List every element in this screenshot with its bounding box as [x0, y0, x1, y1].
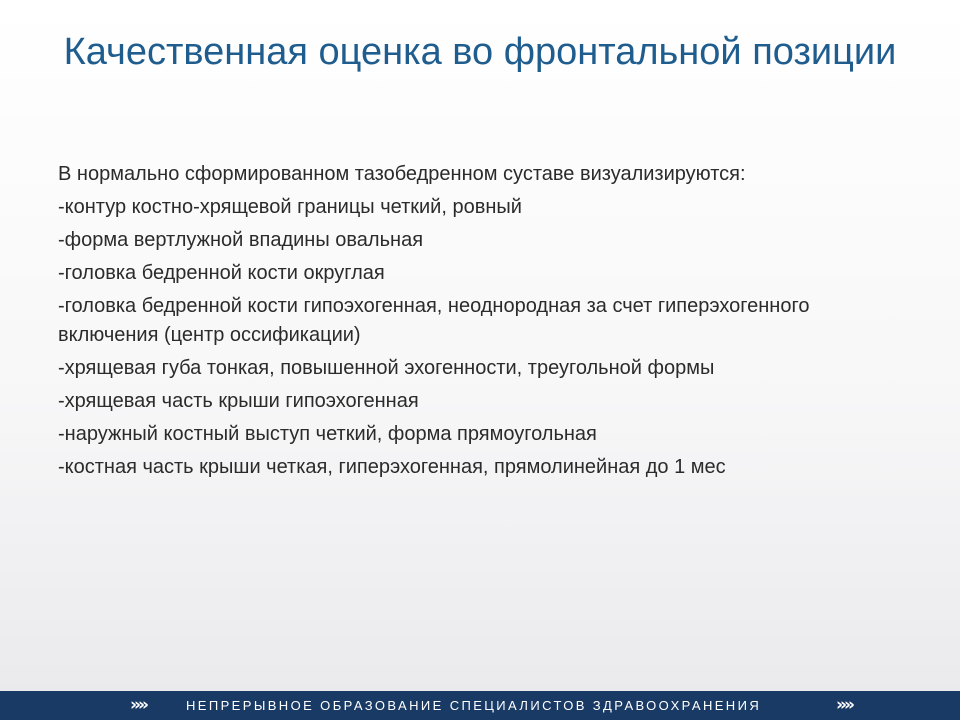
- list-item: -костная часть крыши четкая, гиперэхогенная, прямолинейная до 1 мес: [58, 456, 726, 478]
- slide-body: [58, 160, 908, 486]
- list-item: -головка бедренной кости гипоэхогенная, неоднородная за счет гиперэхогенного включения (центр оссификации): [58, 295, 810, 346]
- intro-line: В нормально сформированном тазобедренном суставе визуализируются:: [58, 163, 746, 185]
- double-chevron-right-icon: »»: [836, 695, 852, 715]
- list-item: -наружный костный выступ четкий, форма прямоугольная: [58, 423, 597, 445]
- list-item: -хрящевая часть крыши гипоэхогенная: [58, 390, 419, 412]
- footer-text: НЕПРЕРЫВНОЕ ОБРАЗОВАНИЕ СПЕЦИАЛИСТОВ ЗДРАВООХРАНЕНИЯ: [186, 698, 762, 713]
- list-item: -форма вертлужной впадины овальная: [58, 229, 424, 251]
- slide-title: Качественная оценка во фронтальной позиции: [63, 31, 897, 73]
- list-item: -контур костно-хрящевой границы четкий, ровный: [58, 196, 522, 218]
- list-item: -хрящевая губа тонкая, повышенной эхогенности, треугольной формы: [58, 357, 715, 379]
- double-chevron-right-icon: »»: [130, 695, 146, 715]
- list-item: -головка бедренной кости округлая: [58, 262, 385, 284]
- footer-bar: [0, 691, 960, 720]
